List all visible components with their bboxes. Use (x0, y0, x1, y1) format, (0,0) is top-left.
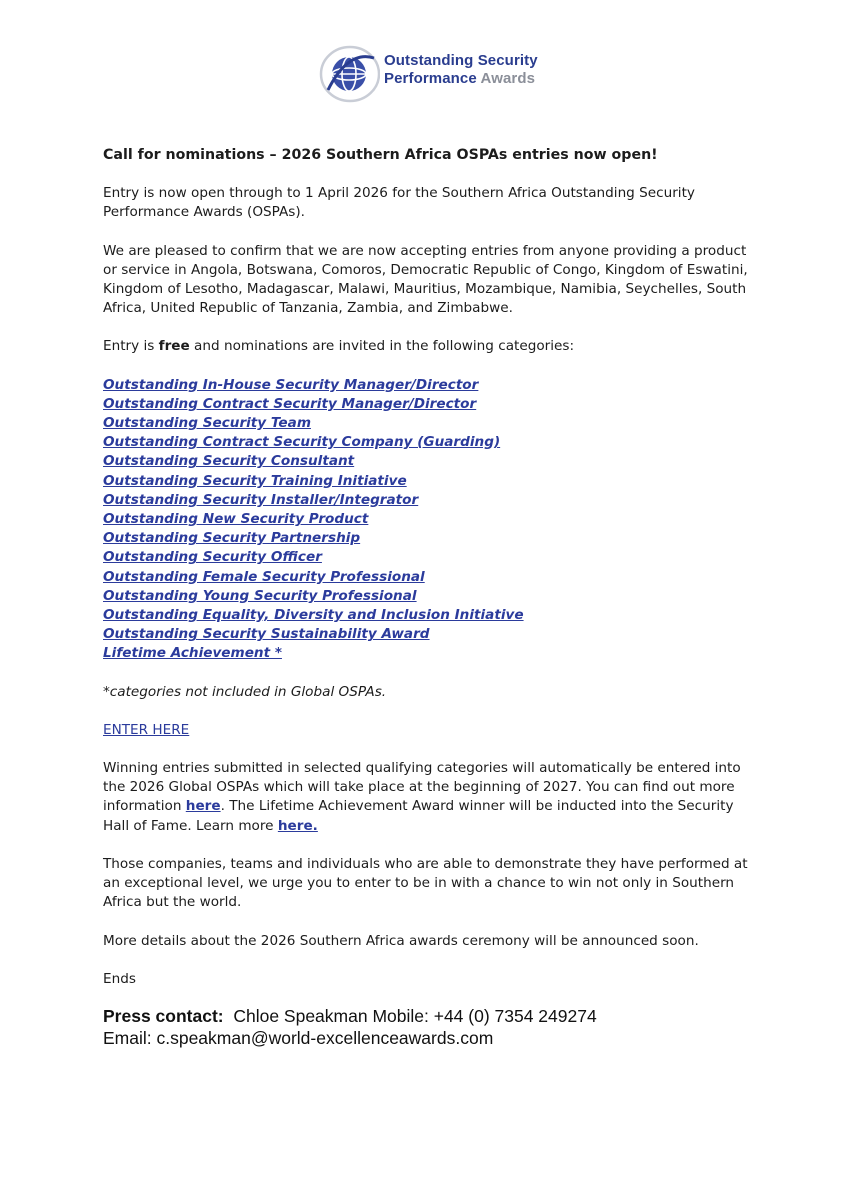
ospa-logo (318, 40, 538, 106)
article-body (103, 146, 748, 1008)
list-item (103, 587, 748, 606)
categories-note: *categories not included in Global OSPAs. (103, 683, 387, 700)
list-item (103, 414, 748, 433)
globe-icon (318, 40, 380, 106)
list-item (103, 606, 748, 625)
category-link[interactable]: Outstanding Female Security Professional (103, 568, 425, 585)
list-item (103, 395, 748, 414)
category-link[interactable]: Outstanding Equality, Diversity and Inclusion Initiative (103, 607, 524, 624)
logo-text-awards: Awards (480, 70, 536, 87)
list-item (103, 529, 748, 548)
category-link[interactable]: Outstanding Security Installer/Integrator (103, 491, 419, 508)
list-item (103, 472, 748, 491)
list-item (103, 644, 748, 663)
hall-of-fame-link[interactable]: here. (277, 817, 318, 834)
category-link[interactable]: Outstanding Security Team (103, 415, 311, 432)
list-item (103, 491, 748, 510)
list-item (103, 548, 748, 567)
press-contact (103, 1005, 783, 1049)
list-item (103, 625, 748, 644)
press-contact-line (103, 1005, 783, 1027)
press-contact-email: Email: c.speakman@world-excellenceawards.com (103, 1028, 494, 1048)
category-list (103, 376, 748, 664)
winning-text-2: . The Lifetime Achievement Award winner will be inducted into the Security Hall of Fame. Learn more (103, 798, 734, 834)
list-item (103, 376, 748, 395)
more-info-link[interactable]: here (185, 798, 221, 815)
ends-text: Ends (103, 970, 136, 987)
category-link[interactable]: Outstanding Security Sustainability Award (103, 626, 430, 643)
category-link[interactable]: Outstanding In-House Security Manager/Director (103, 376, 479, 393)
logo-text-line2 (384, 70, 535, 87)
category-link[interactable]: Outstanding Security Officer (103, 549, 322, 566)
category-link[interactable]: Outstanding Security Partnership (103, 530, 361, 547)
article-heading: Call for nominations – 2026 Southern Africa OSPAs entries now open! (103, 147, 658, 163)
ceremony-paragraph: More details about the 2026 Southern Africa awards ceremony will be announced soon. (103, 932, 699, 949)
category-link[interactable]: Outstanding Security Consultant (103, 453, 355, 470)
list-item (103, 452, 748, 471)
press-contact-label: Press contact: (103, 1006, 224, 1026)
logo-text-line1: Outstanding Security (384, 52, 538, 69)
enter-here-row (103, 721, 748, 740)
list-item (103, 510, 748, 529)
logo-text-performance: Performance (384, 70, 477, 87)
urge-paragraph: Those companies, teams and individuals who are able to demonstrate they have performed at an exceptional level, we urge you to enter to be in with a chance to win not only in Southern Africa but the world. (103, 855, 748, 911)
entry-free-bold: free (158, 338, 190, 355)
entry-free-before: Entry is (103, 338, 159, 355)
entry-free-after: and nominations are invited in the following categories: (189, 338, 575, 355)
category-link[interactable]: Outstanding New Security Product (103, 511, 369, 528)
list-item (103, 568, 748, 587)
entry-free-paragraph (103, 337, 748, 356)
intro-paragraph: Entry is now open through to 1 April 2026 for the Southern Africa Outstanding Security Performance Awards (OSPAs). (103, 185, 695, 221)
category-link[interactable]: Outstanding Contract Security Manager/Director (103, 395, 477, 412)
list-item (103, 433, 748, 452)
countries-paragraph: We are pleased to confirm that we are now accepting entries from anyone providing a product or service in Angola, Botswana, Comoros, Democratic Republic of Congo, Kingdom of Eswatini, Kingdom of Lesotho, Madagascar, Malawi, Mauritius, Mozambique, Namibia, Seychelles, South Africa, United Republic of Tanzania, Zambia, and Zimbabwe. (103, 242, 748, 317)
enter-here-link[interactable]: ENTER HERE (103, 721, 190, 738)
winning-paragraph (103, 759, 748, 836)
winning-text-1: Winning entries submitted in selected qualifying categories will automatically be entered into the 2026 Global OSPAs which will take place at the beginning of 2027. You can find out more information (103, 760, 741, 815)
category-link[interactable]: Outstanding Contract Security Company (Guarding) (103, 434, 501, 451)
category-link[interactable]: Lifetime Achievement * (103, 645, 282, 662)
press-contact-details: Chloe Speakman Mobile: +44 (0) 7354 249274 (223, 1006, 597, 1026)
category-link[interactable]: Outstanding Young Security Professional (103, 587, 417, 604)
category-link[interactable]: Outstanding Security Training Initiative (103, 472, 407, 489)
